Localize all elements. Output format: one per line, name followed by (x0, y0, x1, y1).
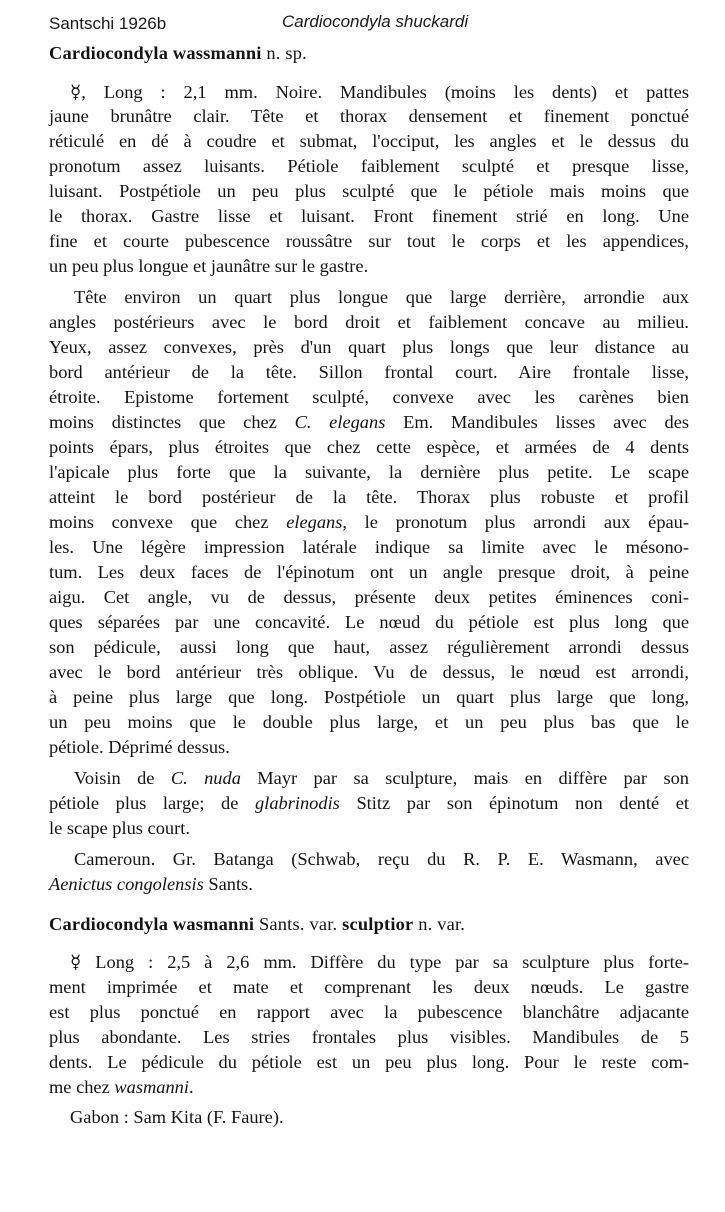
text-line: Tête environ un quart plus longue que large derrière, arrondie aux (74, 287, 689, 307)
text-line: les. Une légère impression latérale indique sa limite avec le mésono- (49, 537, 689, 557)
text-line: dents. Le pédicule du pétiole est un peu plus long. Pour le reste com- (49, 1052, 689, 1072)
text-run: . (188, 1077, 194, 1097)
text-line: pronotum assez luisants. Pétiole faiblement sculpté et presque lisse, (49, 156, 689, 176)
text-line: points épars, plus étroites que chez cette espèce, et armées de 4 dents (49, 437, 689, 457)
text-line: le scape plus court. (49, 818, 190, 838)
text-line: le thorax. Gastre lisse et luisant. Front finement strié en long. Une (49, 206, 689, 226)
text-line: angles postérieurs avec le bord droit et faiblement concave au milieu. (49, 312, 689, 332)
text-line (49, 410, 689, 434)
text-line: luisant. Postpétiole un peu plus sculpté que le pétiole mais moins que (49, 181, 689, 201)
species-ref: Aenictus congolensis (49, 874, 204, 894)
text-line: tum. Les deux faces de l'épinotum ont un angle presque droit, à peine (49, 562, 689, 582)
species-title (49, 41, 689, 65)
text-line (49, 510, 689, 534)
text-run: , le pronotum plus arrondi aux épau- (342, 512, 689, 532)
text-line: ques séparées par une concavité. Le nœud du pétiole est plus long que (49, 612, 689, 632)
species-status: n. sp. (261, 43, 307, 63)
species-ref: wasmanni (114, 1077, 189, 1097)
text-line: son pédicule, aussi long que haut, assez régulièrement arrondi dessus (49, 637, 689, 657)
text-line: plus abondante. Les stries frontales plus visibles. Mandibules de 5 (49, 1027, 689, 1047)
species-ref: C. nuda (170, 768, 241, 788)
text-line: étroite. Epistome fortement sculpté, convexe avec les carènes bien (49, 387, 689, 407)
text-line: aigu. Cet angle, vu de dessus, présente deux petites éminences coni- (49, 587, 689, 607)
species-ref: glabrinodis (255, 793, 340, 813)
text-run: Sants. var. (254, 914, 343, 934)
text-run: Mayr par sa sculpture, mais en diffère par son (240, 768, 689, 788)
text-line: atteint le bord postérieur de la tête. Thorax plus robuste et profil (49, 487, 689, 507)
locality-line: Gabon : Sam Kita (F. Faure). (70, 1107, 284, 1127)
text-line: est plus ponctué en rapport avec la pubescence blanchâtre adjacante (49, 1002, 689, 1022)
text-line: un peu plus longue et jaunâtre sur le gastre. (49, 256, 369, 276)
text-run: moins distinctes que chez (49, 412, 295, 432)
text-line: l'apicale plus forte que la suivante, la dernière plus petite. Le scape (49, 462, 689, 482)
locality-line: Cameroun. Gr. Batanga (Schwab, reçu du R. P. E. Wasmann, avec (74, 849, 689, 869)
source-citation: Santschi 1926b (49, 14, 167, 33)
taxon-heading: Cardiocondyla shuckardi (282, 12, 469, 31)
text-line: Yeux, assez convexes, près d'un quart plus longs que leur distance au (49, 337, 689, 357)
text-line: ☿, Long : 2,1 mm. Noire. Mandibules (moins les dents) et pattes (70, 82, 689, 102)
text-line: pétiole. Déprimé dessus. (49, 737, 230, 757)
text-run: Voisin de (74, 768, 171, 788)
text-run: Em. Mandibules lisses avec des (385, 412, 690, 432)
variety-status: n. var. (413, 914, 466, 934)
text-line: fine et courte pubescence roussâtre sur tout le corps et les appendices, (49, 231, 689, 251)
text-line (49, 1075, 689, 1099)
text-line (49, 766, 689, 790)
text-line: jaune brunâtre clair. Tête et thorax densement et finement ponctué (49, 106, 689, 126)
text-run: pétiole plus large; de (49, 793, 256, 813)
species-name: Cardiocondyla wasmanni (49, 914, 255, 934)
text-line: avec le bord antérieur très oblique. Vu de dessus, le nœud est arrondi, (49, 662, 689, 682)
species-name: Cardiocondyla wassmanni (49, 43, 262, 63)
text-line: à peine plus large que long. Postpétiole un quart plus large que long, (49, 687, 689, 707)
species-ref: elegans (286, 512, 343, 532)
variety-name: sculptior (342, 914, 414, 934)
text-line: ☿ Long : 2,5 à 2,6 mm. Diffère du type par sa sculpture plus forte- (70, 952, 689, 972)
text-run: Stitz par son épinotum non denté et (339, 793, 689, 813)
text-line: réticulé en dé à coudre et submat, l'occiput, les angles et le dessus du (49, 131, 689, 151)
variety-title (49, 912, 689, 936)
text-line: bord antérieur de la tête. Sillon frontal court. Aire frontale lisse, (49, 362, 689, 382)
text-run: me chez (49, 1077, 115, 1097)
text-run: Sants. (203, 874, 253, 894)
text-line: un peu moins que le double plus large, et un peu plus bas que le (49, 712, 689, 732)
text-line: ment imprimée et mate et comprenant les deux nœuds. Le gastre (49, 977, 689, 997)
text-line (49, 791, 689, 815)
text-line (49, 872, 689, 896)
text-run: moins convexe que chez (49, 512, 287, 532)
species-ref: C. elegans (294, 412, 386, 432)
